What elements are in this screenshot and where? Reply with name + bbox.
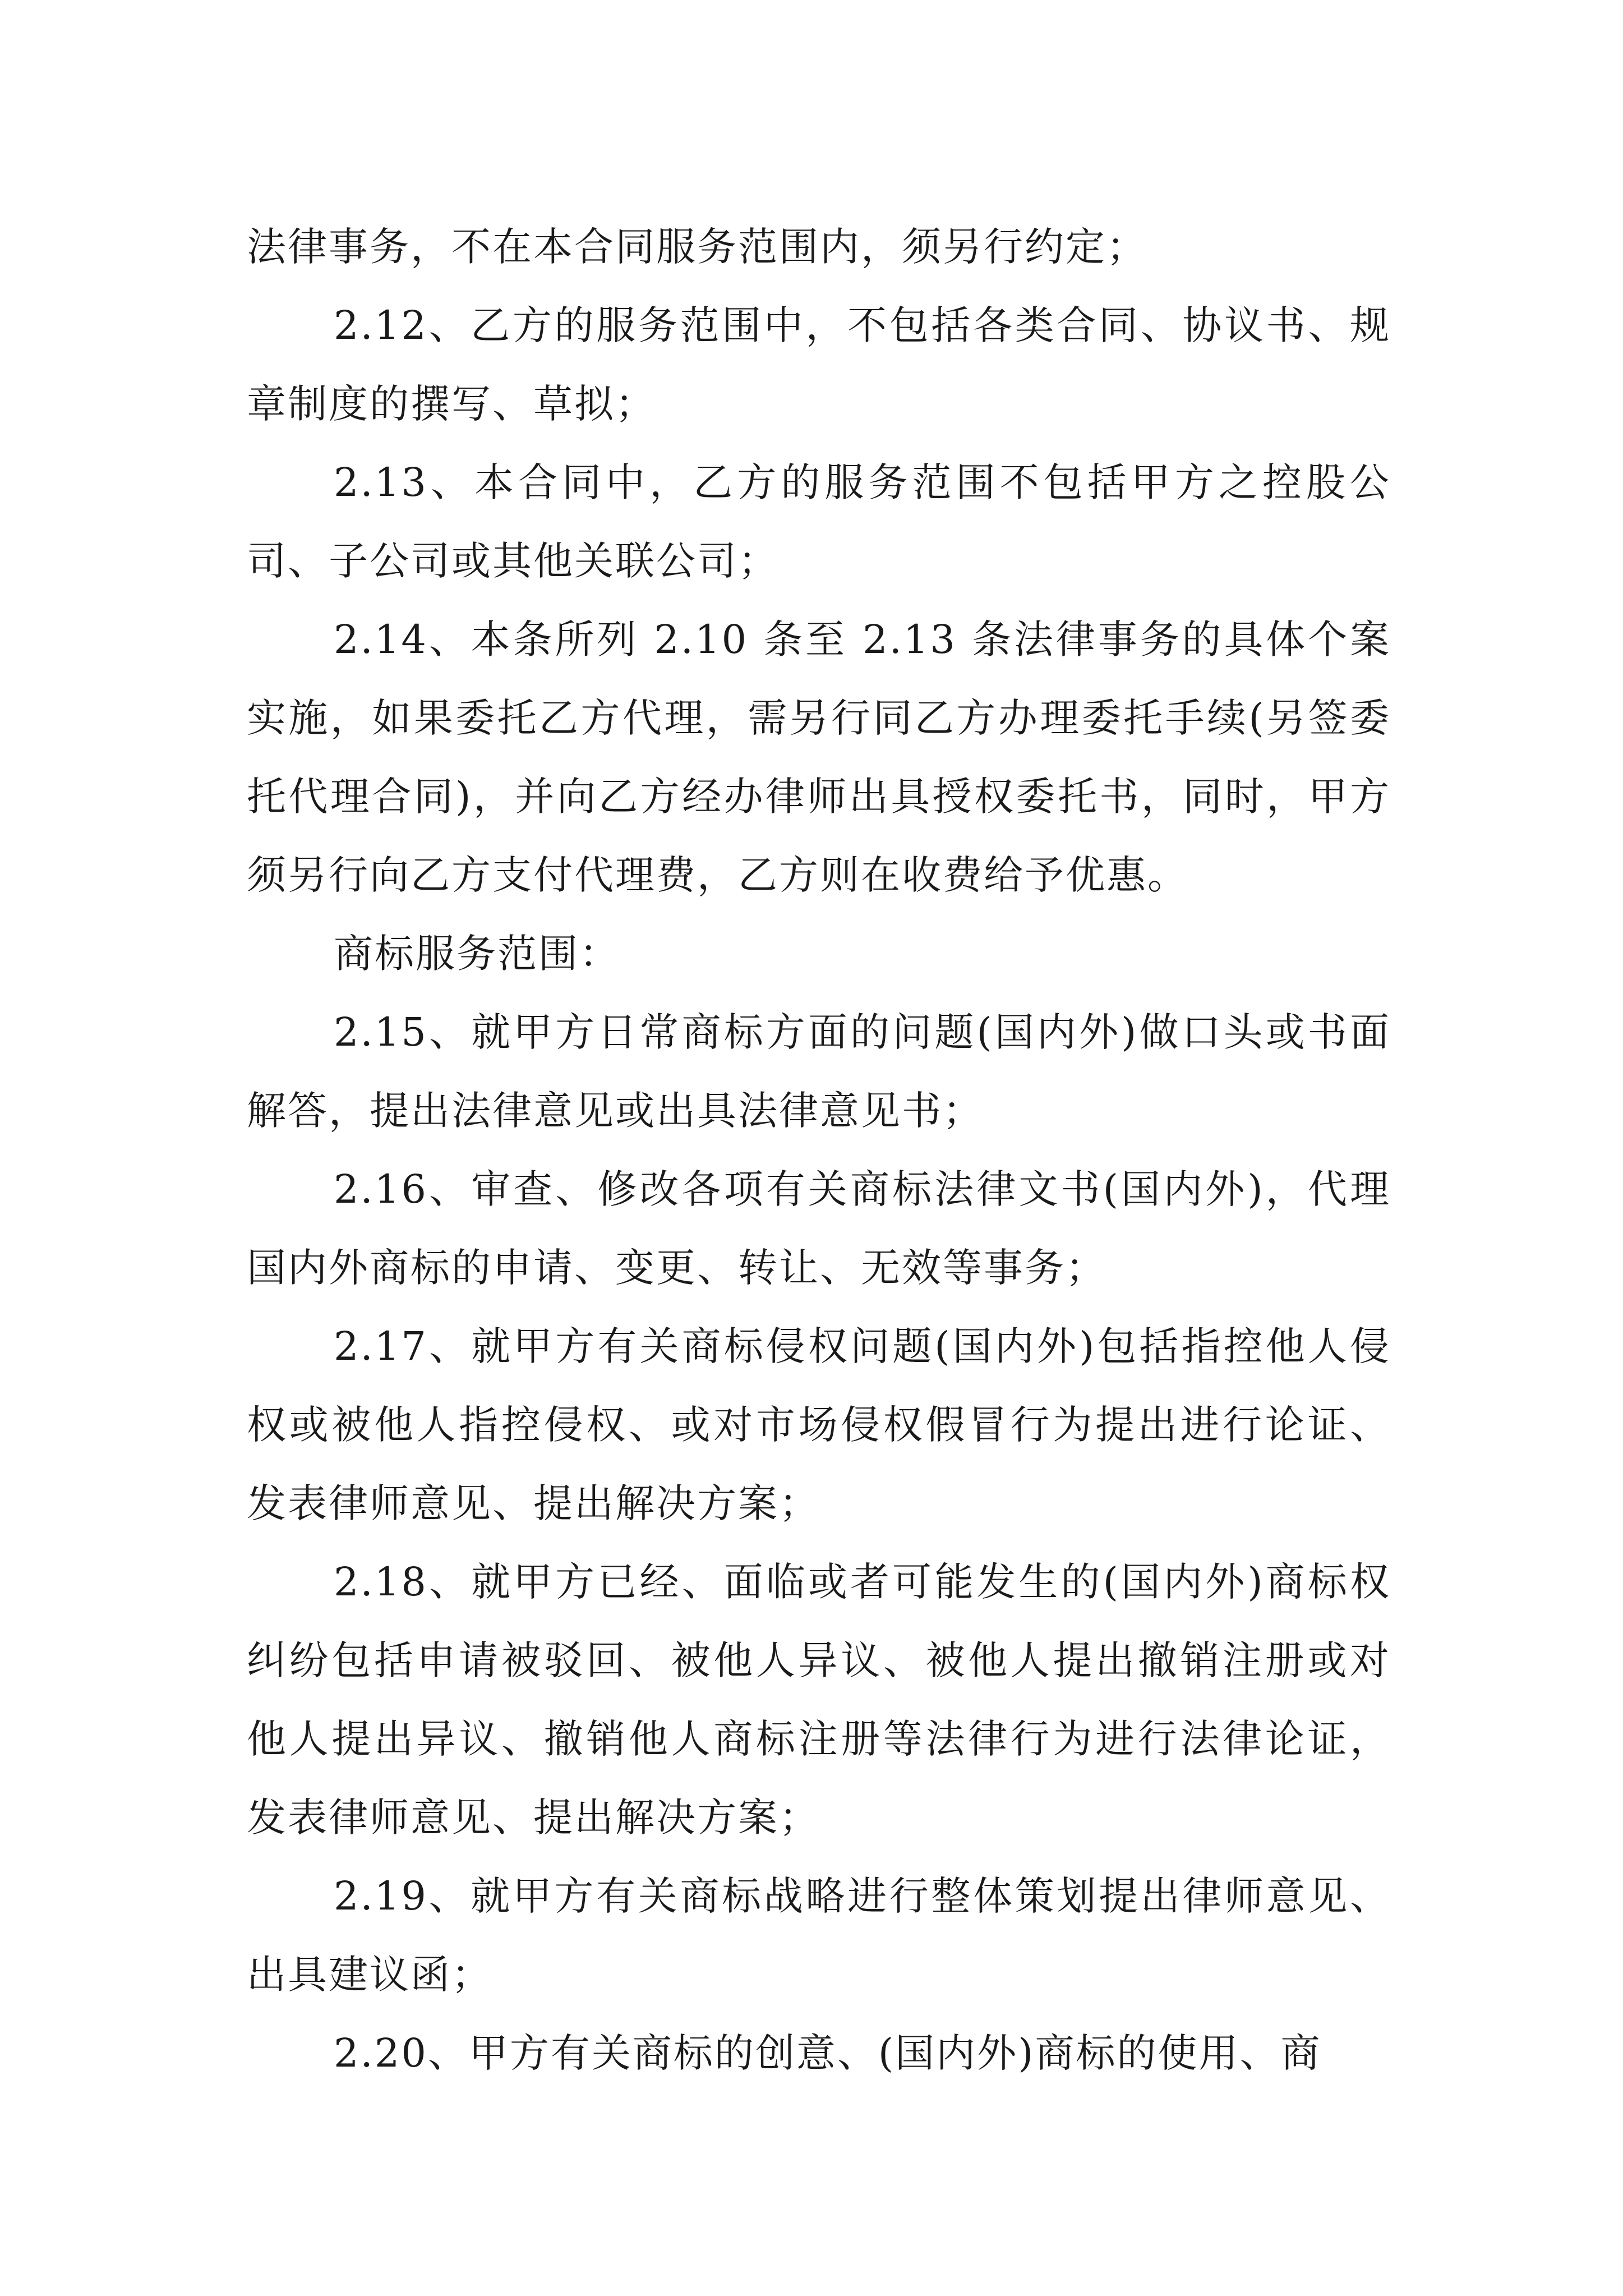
paragraph-legal-affairs-tail: 法律事务，不在本合同服务范围内，须另行约定； (247, 224, 1147, 270)
paragraph-2-14: 2.14、本条所列 2.10 条至 2.13 条法律事务的具体个案实施，如果委托乙方代理，需另行同乙方办理委托手续(另签委托代理合同)，并向乙方经办律师出具授权委托书，同时，甲方须另行向乙方支付代理费，乙方则在收费给予优惠。 (247, 616, 1391, 898)
paragraph-2-17: 2.17、就甲方有关商标侵权问题(国内外)包括指控他人侵权或被他人指控侵权、或对市场侵权假冒行为提出进行论证、发表律师意见、提出解决方案； (247, 1323, 1391, 1526)
paragraph-2-19: 2.19、就甲方有关商标战略进行整体策划提出律师意见、出具建议函； (247, 1873, 1391, 1998)
paragraph-2-16: 2.16、审查、修改各项有关商标法律文书(国内外)，代理国内外商标的申请、变更、转让、无效等事务； (247, 1166, 1391, 1291)
paragraph-2-12: 2.12、乙方的服务范围中，不包括各类合同、协议书、规章制度的撰写、草拟； (247, 302, 1391, 427)
paragraph-2-15: 2.15、就甲方日常商标方面的问题(国内外)做口头或书面解答，提出法律意见或出具法律意见书； (247, 1009, 1391, 1134)
paragraph-2-18: 2.18、就甲方已经、面临或者可能发生的(国内外)商标权纠纷包括申请被驳回、被他人异议、被他人提出撤销注册或对他人提出异议、撤销他人商标注册等法律行为进行法律论证，发表律师意见、提出解决方案； (247, 1559, 1391, 1841)
paragraph-2-20: 2.20、甲方有关商标的创意、(国内外)商标的使用、商 (334, 2030, 1322, 2076)
document-body (247, 208, 1391, 2092)
section-heading-trademark-services: 商标服务范围： (334, 931, 620, 977)
paragraph-2-13: 2.13、本合同中，乙方的服务范围不包括甲方之控股公司、子公司或其他关联公司； (247, 459, 1391, 584)
